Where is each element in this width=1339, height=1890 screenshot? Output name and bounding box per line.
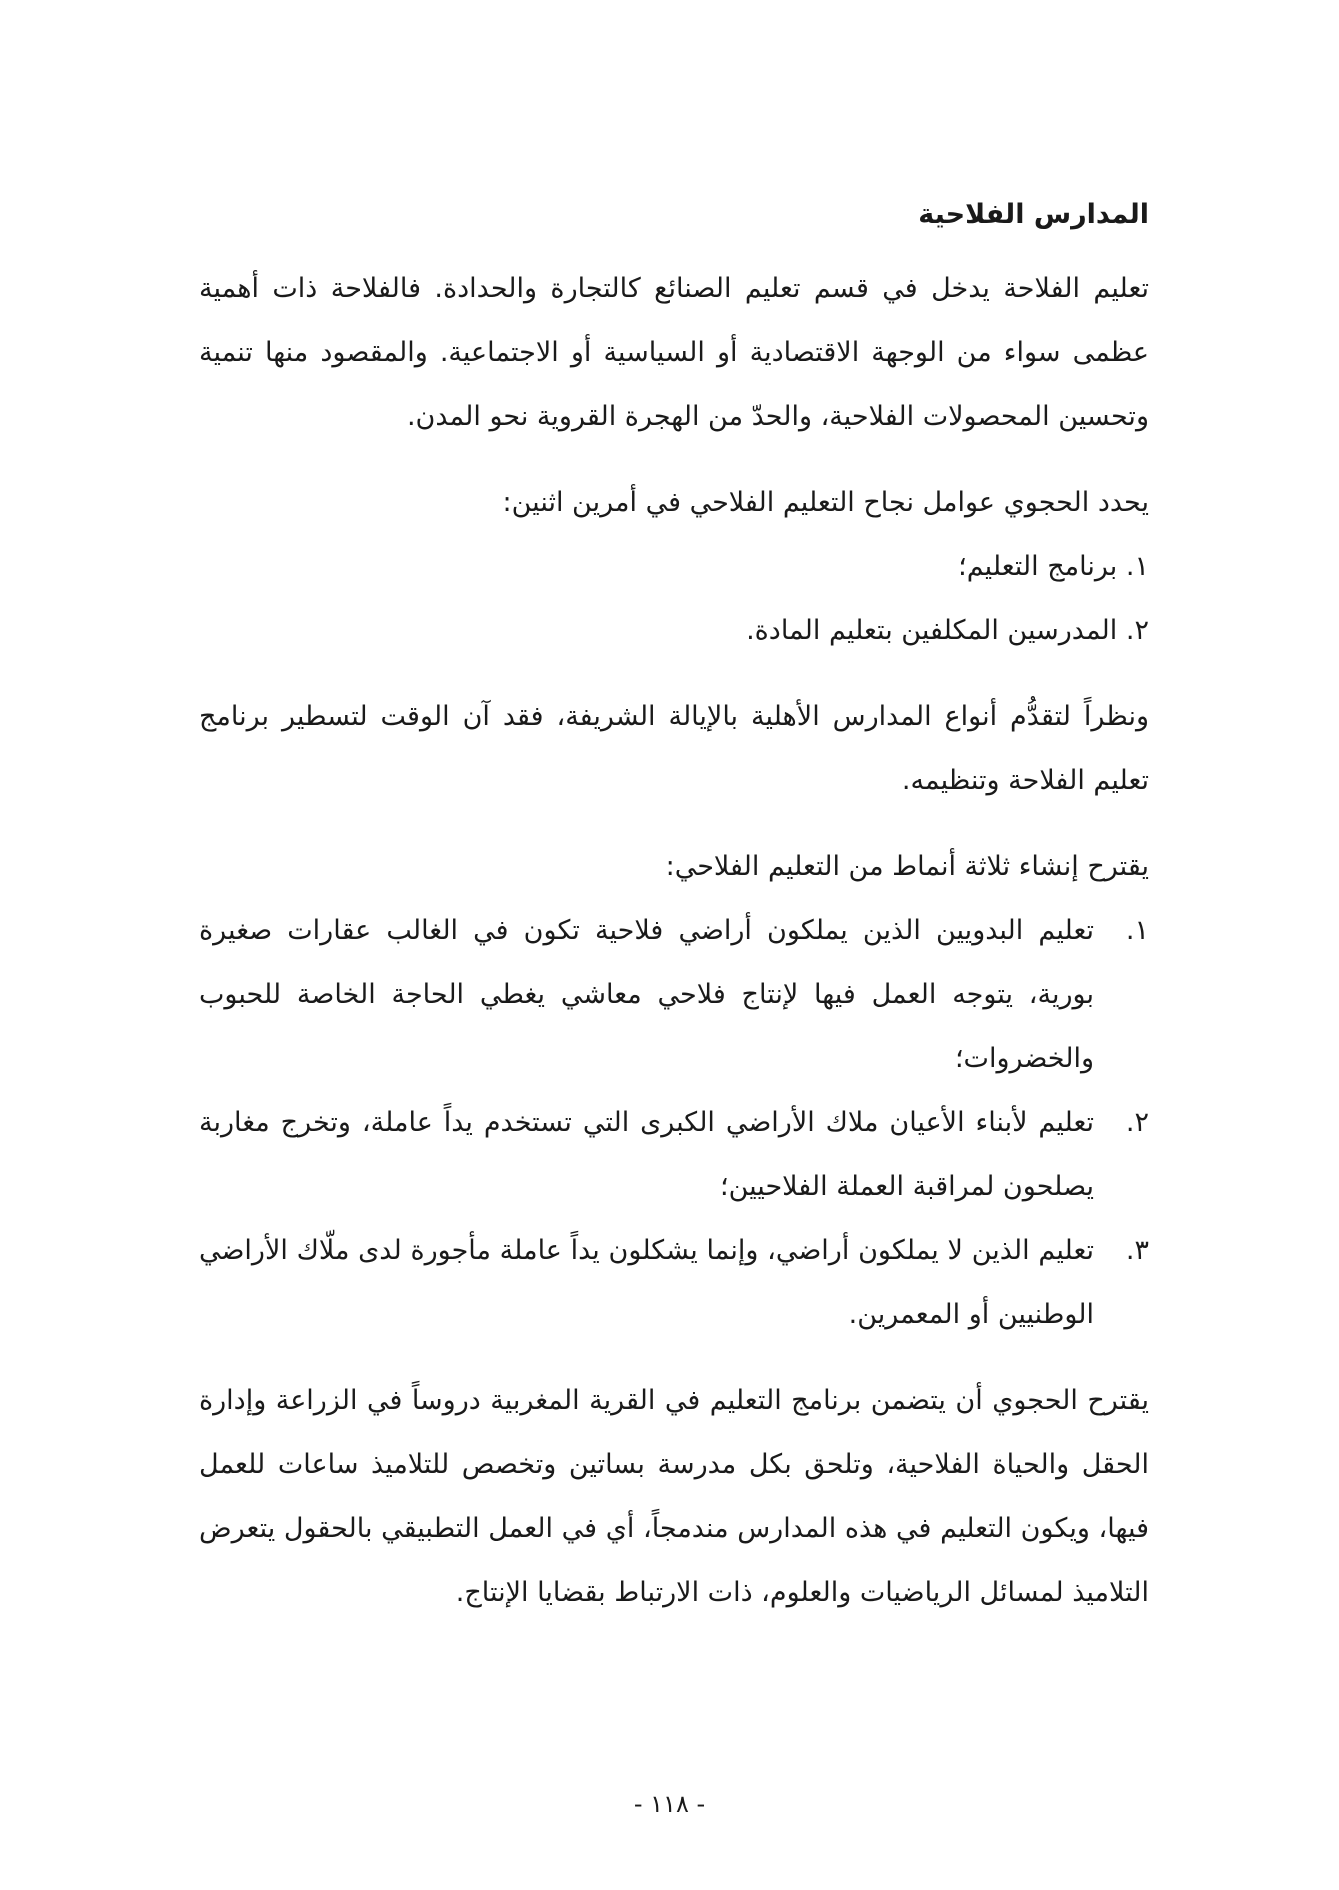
paragraph-program-need: ونظراً لتقدُّم أنواع المدارس الأهلية بالإيالة الشريفة، فقد آن الوقت لتسطير برنامج تعليم الفلاحة وتنظيمه. — [199, 701, 1149, 796]
section-heading: المدارس الفلاحية — [918, 199, 1149, 230]
page-content — [199, 195, 1149, 1625]
list-item — [199, 899, 1149, 1091]
list-item — [199, 1091, 1149, 1219]
paragraph-success-factors: يحدد الحجوي عوامل نجاح التعليم الفلاحي في أمرين اثنين: — [502, 487, 1149, 518]
list-item-text: برنامج التعليم؛ — [958, 551, 1118, 582]
paragraph-three-types: يقترح إنشاء ثلاثة أنماط من التعليم الفلاحي: — [665, 851, 1149, 882]
list-item-number: ٢. — [1125, 1107, 1149, 1138]
list-item-text: المدرسين المكلفين بتعليم المادة. — [746, 615, 1118, 646]
list-item-text: تعليم لأبناء الأعيان ملاك الأراضي الكبرى التي تستخدم يداً عاملة، وتخرج مغاربة يصلحون لمراقبة العملة الفلاحيين؛ — [199, 1107, 1094, 1202]
list-item — [199, 1219, 1149, 1347]
paragraph-program-proposal: يقترح الحجوي أن يتضمن برنامج التعليم في القرية المغربية دروساً في الزراعة وإدارة الحقل والحياة الفلاحية، وتلحق بكل مدرسة بساتين وتخصص للتلاميذ ساعات للعمل فيها، ويكون التعليم في هذه المدارس مندمجاً، أي في العمل التطبيقي بالحقول يتعرض التلاميذ لمسائل الرياضيات والعلوم، ذات الارتباط بقضايا الإنتاج. — [199, 1385, 1149, 1608]
list-item-number: ٢. — [1125, 615, 1149, 646]
list-item — [199, 535, 1149, 599]
list-item-text: تعليم البدويين الذين يملكون أراضي فلاحية تكون في الغالب عقارات صغيرة بورية، يتوجه العمل فيها لإنتاج فلاحي معاشي يغطي الحاجة الخاصة للحبوب والخضروات؛ — [199, 915, 1094, 1074]
paragraph-agriculture-intro: تعليم الفلاحة يدخل في قسم تعليم الصنائع كالتجارة والحدادة. فالفلاحة ذات أهمية عظمى سواء من الوجهة الاقتصادية أو السياسية أو الاجتماعية. والمقصود منها تنمية وتحسين المحصولات الفلاحية، والحدّ من الهجرة القروية نحو المدن. — [199, 273, 1149, 432]
education-types-list — [199, 899, 1149, 1347]
list-item-text: تعليم الذين لا يملكون أراضي، وإنما يشكلون يداً عاملة مأجورة لدى ملّاك الأراضي الوطنيين أو المعمرين. — [199, 1235, 1094, 1330]
list-item — [199, 599, 1149, 663]
list-item-number: ١. — [1125, 915, 1149, 946]
list-item-number: ٣. — [1125, 1235, 1149, 1266]
list-item-number: ١. — [1125, 551, 1149, 582]
success-factors-list — [199, 535, 1149, 663]
page-number: - ١١٨ - — [633, 1790, 706, 1818]
